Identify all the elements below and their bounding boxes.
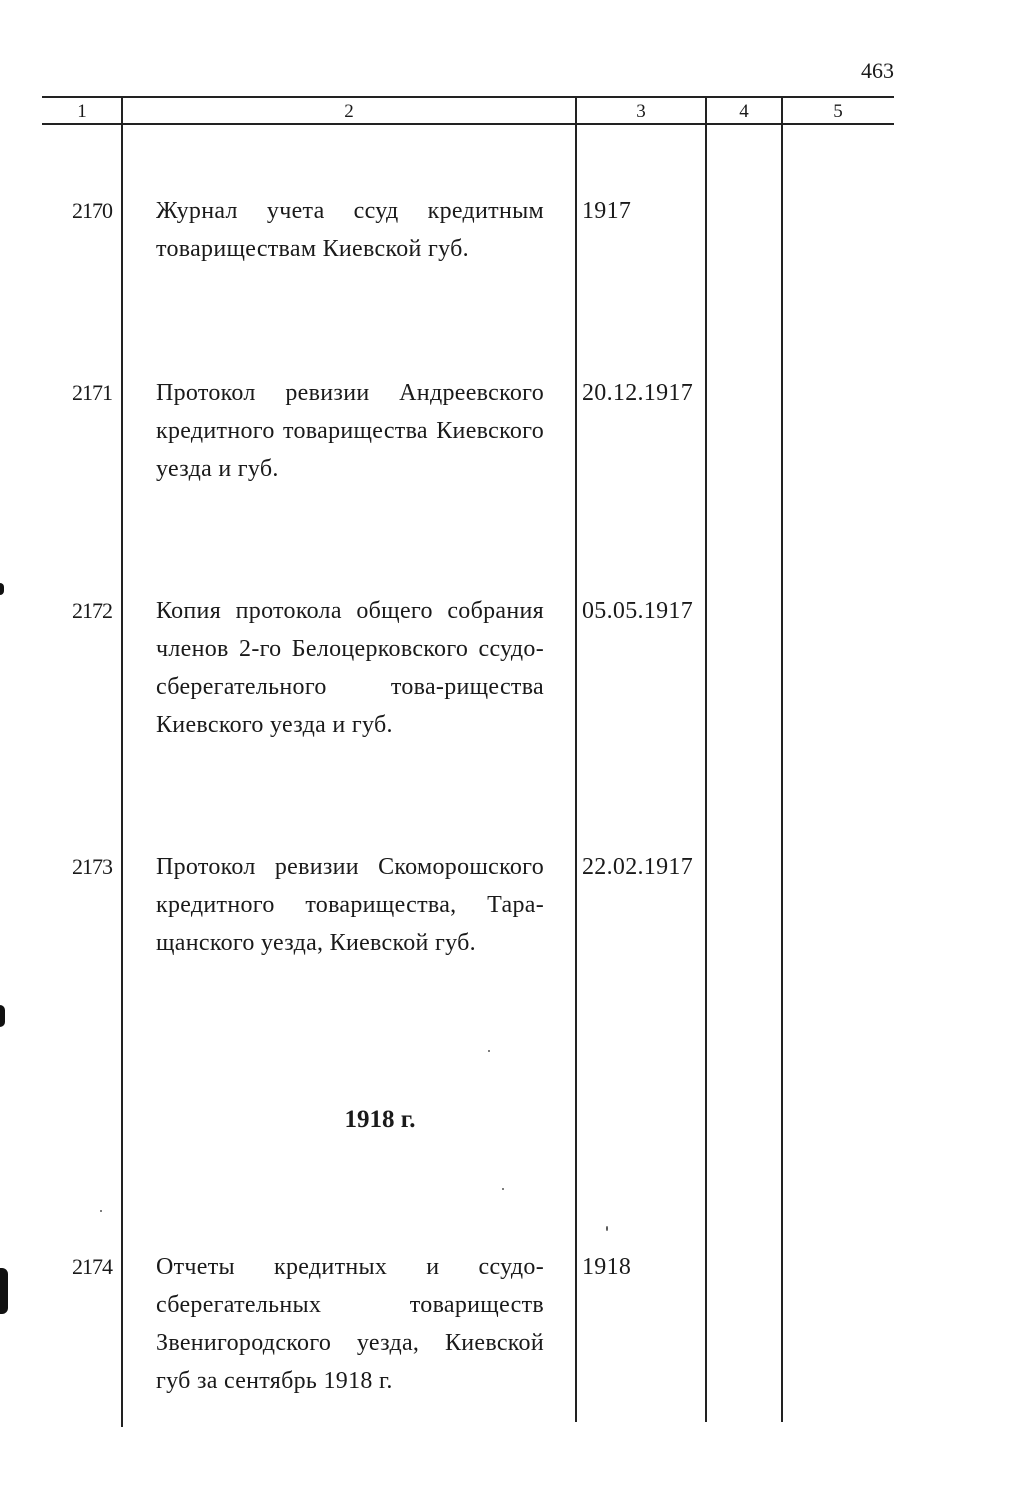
row-number: 2170 [72,198,112,223]
row-date: 1918 [582,1254,632,1280]
row-title: Журнал учета ссуд кредитным товариществам Киевской губ. [156,198,544,262]
section-heading-year: 1918 г. [344,1106,416,1133]
row-number: 2174 [72,1254,112,1279]
row-title: Протокол ревизии Андреевского кредитного товарищества Киевского уезда и губ. [156,380,544,482]
row-number: 2172 [72,598,112,623]
column-header-4: 4 [739,101,749,122]
scan-speck [488,1050,490,1052]
scan-speck [502,1188,504,1190]
column-header-1: 1 [77,101,87,122]
page-number: 463 [861,58,894,83]
scan-edge-mark [0,583,4,595]
row-title: Отчеты кредитных и ссудо-сберегательных товариществ Звенигородского уезда, Киевской губ за сентябрь 1918 г. [156,1254,544,1394]
row-number: 2173 [72,854,112,879]
scan-edge-mark [0,1005,5,1027]
column-divider-2 [575,97,577,1422]
table-top-rule [42,96,894,98]
row-number: 2171 [72,380,112,405]
scan-edge-mark [0,1268,8,1314]
row-date: 1917 [582,198,632,224]
row-date: 22.02.1917 [582,854,693,880]
column-header-2: 2 [344,101,354,122]
column-divider-1 [121,97,123,1427]
column-header-3: 3 [636,101,646,122]
row-title: Протокол ревизии Скоморошского кредитного товарищества, Тара-щанского уезда, Киевской губ. [156,854,544,956]
column-header-5: 5 [833,101,843,122]
scan-speck [100,1210,102,1212]
row-date: 20.12.1917 [582,380,693,406]
row-title: Копия протокола общего собрания членов 2-го Белоцерковского ссудо-сберегательного това-рищества Киевского уезда и губ. [156,598,544,738]
row-date: 05.05.1917 [582,598,693,624]
column-divider-4 [781,97,783,1422]
header-bottom-rule [42,123,894,125]
column-divider-3 [705,97,707,1422]
scan-speck [606,1226,608,1231]
